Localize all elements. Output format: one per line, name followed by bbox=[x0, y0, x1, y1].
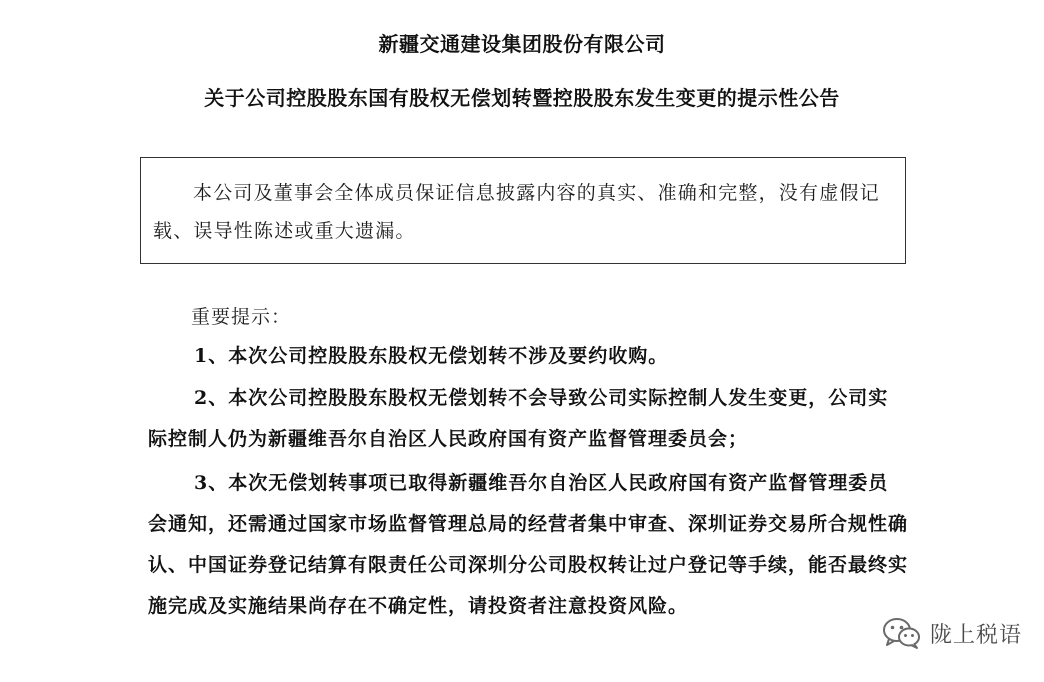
important-tips-heading: 重要提示： bbox=[191, 306, 292, 328]
tip-item-1: 1、本次公司控股股东股权无偿划转不涉及要约收购。 bbox=[194, 345, 669, 367]
wechat-icon bbox=[882, 616, 922, 650]
watermark bbox=[882, 616, 1022, 650]
board-statement-text: 本公司及董事会全体成员保证信息披露内容的真实、准确和完整，没有虚假记载、误导性陈述或重大遗漏。 bbox=[153, 182, 880, 242]
board-statement-box bbox=[140, 157, 906, 264]
tip-item-2: 2、本次公司控股股东股权无偿划转不会导致公司实际控制人发生变更，公司实际控制人仍为新疆维吾尔自治区人民政府国有资产监督管理委员会； bbox=[148, 387, 889, 450]
tip-item-3: 3、本次无偿划转事项已取得新疆维吾尔自治区人民政府国有资产监督管理委员会通知，还需通过国家市场监督管理总局的经营者集中审查、深圳证券交易所合规性确认、中国证券登记结算有限责任公司深圳分公司股权转让过户登记等手续，能否最终实施完成及实施结果尚存在不确定性，请投资者注意投资风险。 bbox=[148, 472, 909, 617]
watermark-text: 陇上税语 bbox=[929, 622, 1022, 648]
announcement-title: 关于公司控股股东国有股权无偿划转暨控股股东发生变更的提示性公告 bbox=[204, 86, 840, 110]
company-title: 新疆交通建设集团股份有限公司 bbox=[378, 32, 666, 56]
